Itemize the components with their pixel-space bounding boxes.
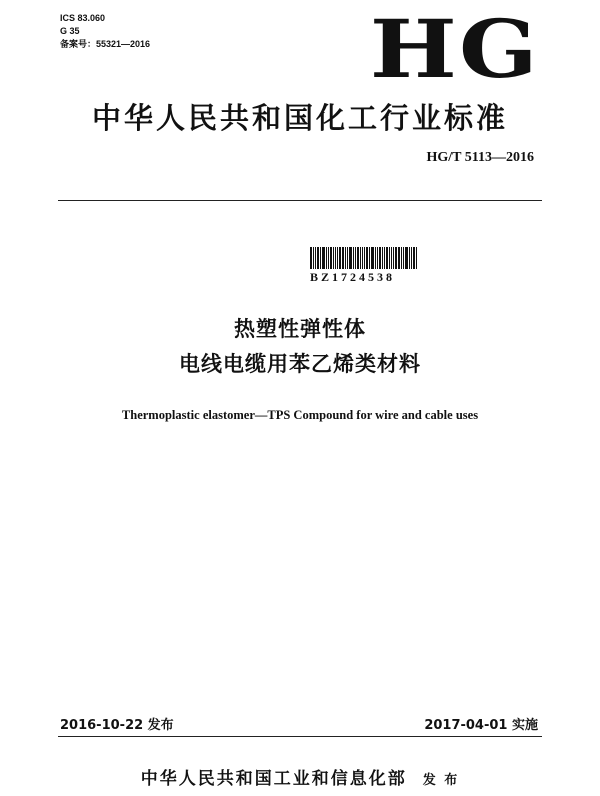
barcode-bar	[330, 247, 332, 269]
publisher-action: 发 布	[422, 773, 460, 788]
bottom-divider	[58, 736, 542, 737]
barcode-bar	[377, 247, 378, 269]
barcode-bar	[409, 247, 410, 269]
top-divider	[58, 200, 542, 201]
barcode-bar	[353, 247, 354, 269]
document-title-cn-line1: 热塑性弹性体	[234, 317, 366, 341]
barcode-bar	[371, 247, 374, 269]
barcode-bar	[320, 247, 321, 269]
barcode-bar	[386, 247, 388, 269]
barcode-bar	[398, 247, 400, 269]
barcode-bar	[366, 247, 368, 269]
barcode-bar	[347, 247, 348, 269]
barcode-bar	[382, 247, 383, 269]
barcode-bar	[362, 247, 363, 269]
issue-date: 2016-10-22 发布	[60, 718, 174, 733]
hg-logo: HG	[369, 2, 540, 96]
publisher-name: 中华人民共和国工业和信息化部	[140, 769, 407, 789]
barcode-bar	[342, 247, 344, 269]
barcode-bar	[379, 247, 381, 269]
barcode-bar	[326, 247, 327, 269]
standard-code: HG/T 5113—2016	[426, 150, 534, 165]
standard-title: 中华人民共和国化工行业标准	[91, 101, 508, 135]
effective-date: 2017-04-01 实施	[424, 718, 538, 733]
barcode-bar	[405, 247, 408, 269]
barcode-bar	[413, 247, 415, 269]
document-title-en: Thermoplastic elastomer—TPS Compound for wire and cable uses	[121, 408, 479, 422]
barcode	[310, 247, 418, 285]
barcode-bar	[389, 247, 390, 269]
barcode-bar	[337, 247, 338, 269]
barcode-bar	[349, 247, 352, 269]
barcode-bar	[355, 247, 356, 269]
record-number: 备案号：55321—2016	[60, 39, 151, 49]
barcode-bar	[339, 247, 341, 269]
barcode-bar	[317, 247, 319, 269]
barcode-bar	[313, 247, 314, 269]
document-title-cn-line2: 电线电缆用苯乙烯类材料	[179, 352, 421, 376]
publisher	[0, 764, 600, 789]
barcode-bar	[401, 247, 402, 269]
barcode-bar	[416, 247, 417, 269]
barcode-bar	[322, 247, 325, 269]
barcode-bar	[384, 247, 385, 269]
barcode-bar	[369, 247, 370, 269]
barcode-bar	[315, 247, 316, 269]
barcode-bar	[375, 247, 376, 269]
barcode-bar	[391, 247, 392, 269]
barcode-bar	[364, 247, 365, 269]
barcode-number: BZ1724538	[310, 270, 396, 284]
barcode-bar	[393, 247, 394, 269]
barcode-bar	[357, 247, 359, 269]
barcode-bar	[411, 247, 412, 269]
barcode-bar	[310, 247, 312, 269]
barcode-bar	[328, 247, 329, 269]
ics-code: ICS 83.060	[60, 13, 106, 23]
barcode-bars	[310, 247, 418, 269]
barcode-bar	[395, 247, 397, 269]
barcode-bar	[333, 247, 334, 269]
ccs-code: G 35	[60, 26, 80, 36]
barcode-bar	[360, 247, 361, 269]
barcode-bar	[335, 247, 336, 269]
classification-block	[60, 12, 150, 51]
barcode-bar	[403, 247, 404, 269]
barcode-bar	[345, 247, 346, 269]
